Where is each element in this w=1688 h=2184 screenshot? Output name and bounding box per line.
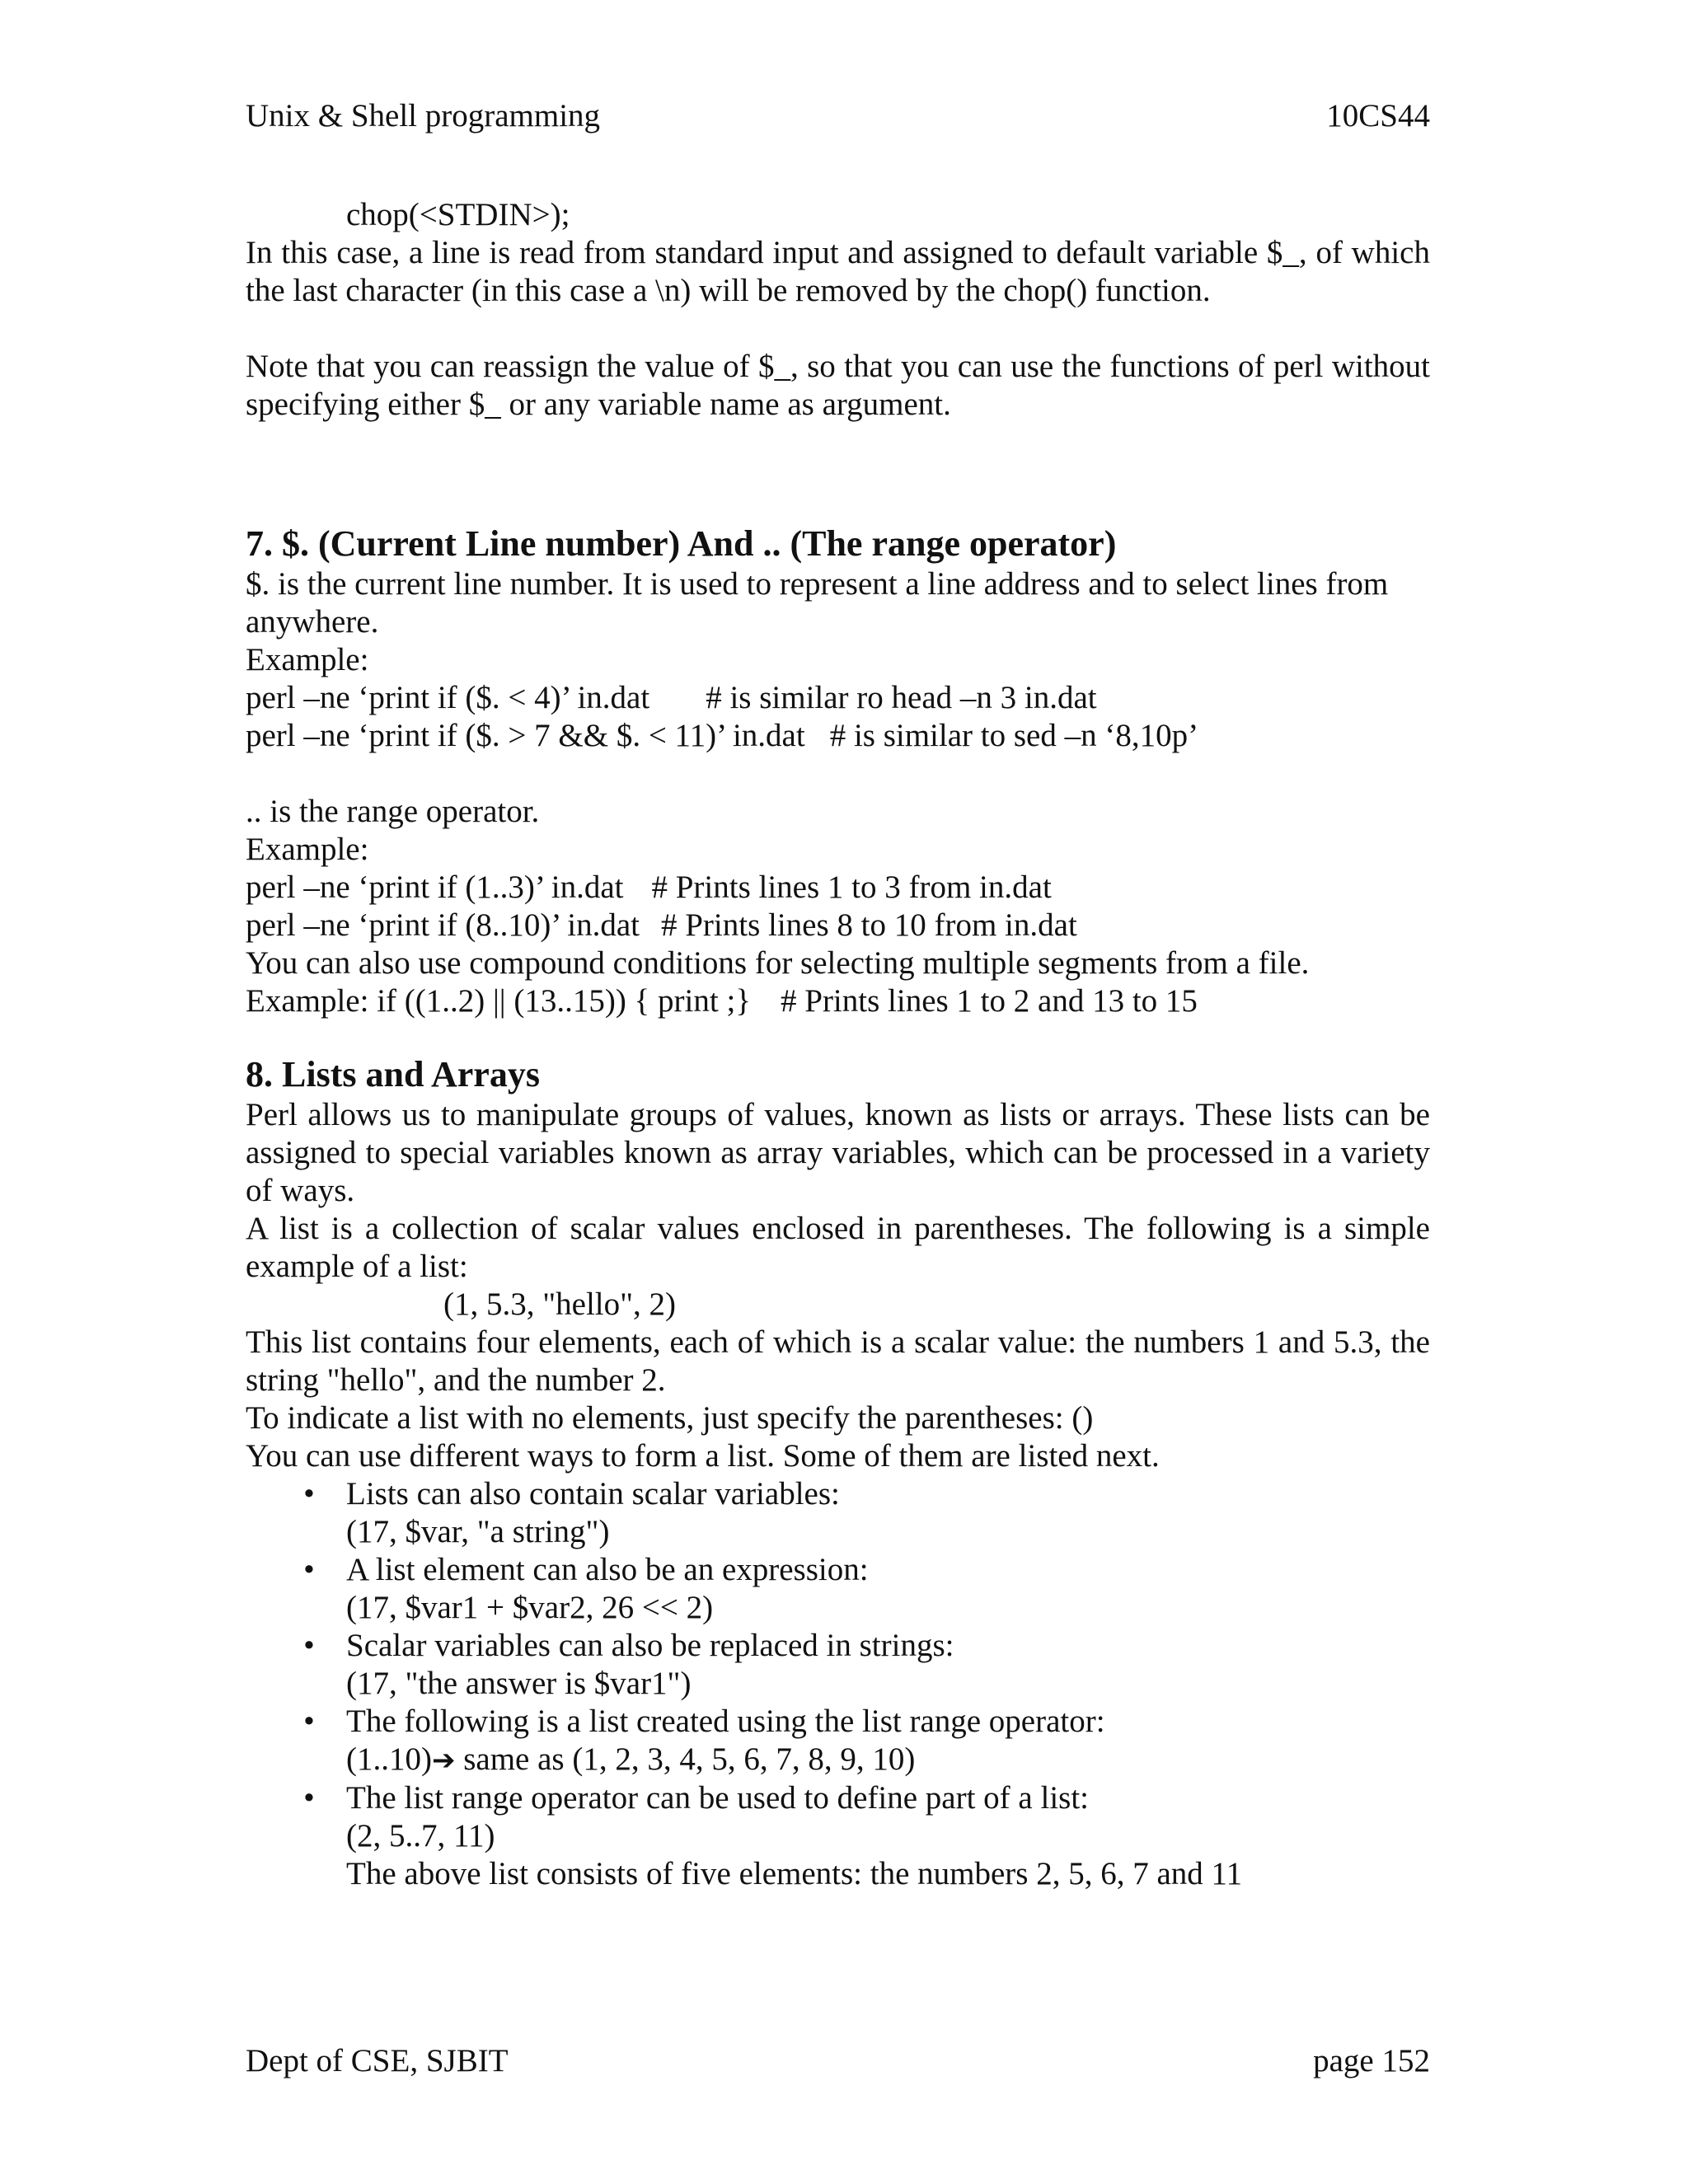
header-course-code: 10CS44 (1326, 98, 1430, 134)
list-item: • The list range operator can be used to define part of a list: (2, 5..7, 11) The above list consists of five elements: the numbers 2, 5, 6, 7 and 11 (246, 1779, 1430, 1893)
section-8-paragraph-5: You can use different ways to form a list. Some of them are listed next. (246, 1438, 1160, 1474)
page-header (246, 97, 1430, 135)
footer-department: Dept of CSE, SJBIT (246, 2043, 509, 2079)
example-1-code: perl –ne ‘print if ($. < 4)’ in.dat (246, 680, 650, 715)
bullet-code: (17, $var, "a string") (346, 1514, 610, 1549)
section-8-paragraph-3: This list contains four elements, each of which is a scalar value: the numbers 1 and 5.3, the string "hello", and the number 2. (246, 1324, 1430, 1398)
example-1-comment: # is similar ro head –n 3 in.dat (706, 680, 1097, 715)
intro-code: chop(<STDIN>); (346, 197, 570, 232)
list-item: • Lists can also contain scalar variables: (17, $var, "a string") (246, 1475, 1430, 1551)
example-5-comment: # Prints lines 1 to 2 and 13 to 15 (781, 983, 1198, 1019)
section-7-example-4 (246, 907, 1430, 944)
example-4-comment: # Prints lines 8 to 10 from in.dat (660, 907, 1077, 943)
intro-paragraph-1: In this case, a line is read from standard input and assigned to default variable $_, of which the last character (in this case a \n) will be removed by the chop() function. (246, 235, 1430, 308)
bullet-code: (2, 5..7, 11) (346, 1818, 495, 1854)
bullet-code: (17, "the answer is $var1") (346, 1666, 692, 1701)
list-forms-bullets (246, 1475, 1430, 1893)
compound-conditions-text: You can also use compound conditions for selecting multiple segments from a file. (246, 945, 1310, 981)
bullet-note: The above list consists of five elements: the numbers 2, 5, 6, 7 and 11 (346, 1856, 1243, 1891)
page-footer (246, 2042, 1430, 2080)
arrow-right-icon: ➔ (431, 1744, 456, 1777)
bullet-icon: • (303, 1628, 315, 1663)
bullet-icon: • (303, 1780, 315, 1816)
example-2-code: perl –ne ‘print if ($. > 7 && $. < 11)’ in.dat (246, 718, 805, 753)
section-7-example-label: Example: (246, 642, 369, 677)
example-3-comment: # Prints lines 1 to 3 from in.dat (651, 869, 1052, 905)
list-example: (1, 5.3, "hello", 2) (443, 1286, 677, 1322)
bullet-icon: • (303, 1552, 315, 1587)
example-4-code: perl –ne ‘print if (8..10)’ in.dat (246, 907, 640, 943)
intro-paragraph-2: Note that you can reassign the value of $_, so that you can use the functions of perl without specifying either $_ or any variable name as argument. (246, 349, 1430, 422)
bullet-icon: • (303, 1704, 315, 1739)
section-8-paragraph-4: To indicate a list with no elements, just specify the parentheses: () (246, 1400, 1094, 1436)
example-5-code: Example: if ((1..2) || (13..15)) { print ;} (246, 983, 751, 1019)
section-8-paragraph-2: A list is a collection of scalar values enclosed in parentheses. The following is a simple example of a list: (246, 1211, 1430, 1284)
example-3-code: perl –ne ‘print if (1..3)’ in.dat (246, 869, 624, 905)
bullet-code: (1..10)➔ same as (1, 2, 3, 4, 5, 6, 7, 8, 9, 10) (346, 1741, 916, 1777)
list-item: • A list element can also be an expression: (17, $var1 + $var2, 26 << 2) (246, 1551, 1430, 1627)
list-item: • Scalar variables can also be replaced in strings: (17, "the answer is $var1") (246, 1627, 1430, 1703)
section-7-example-3 (246, 869, 1430, 907)
header-course-title: Unix & Shell programming (246, 98, 601, 134)
section-8-paragraph-1: Perl allows us to manipulate groups of values, known as lists or arrays. These lists can be assigned to special variables known as array variables, which can be processed in a variety of ways. (246, 1097, 1430, 1208)
footer-page-number: page 152 (1313, 2043, 1430, 2079)
section-7-example-label-2: Example: (246, 832, 369, 867)
page-content (246, 196, 1430, 1893)
list-item: • The following is a list created using the list range operator: (1..10)➔ same as (1, 2, 3, 4, 5, 6, 7, 8, 9, 10) (246, 1703, 1430, 1779)
section-7-example-1 (246, 679, 1430, 717)
section-8-heading: 8. Lists and Arrays (246, 1054, 540, 1094)
range-operator-intro: .. is the range operator. (246, 794, 540, 829)
section-7-paragraph: $. is the current line number. It is used to represent a line address and to select lines from anywhere. (246, 566, 1389, 640)
section-7-heading: 7. $. (Current Line number) And .. (The range operator) (246, 523, 1117, 564)
section-7-example-2 (246, 717, 1430, 755)
section-7-example-5 (246, 982, 1430, 1020)
example-2-comment: # is similar to sed –n ‘8,10p’ (829, 718, 1199, 753)
bullet-icon: • (303, 1476, 315, 1511)
bullet-code: (17, $var1 + $var2, 26 << 2) (346, 1590, 714, 1625)
